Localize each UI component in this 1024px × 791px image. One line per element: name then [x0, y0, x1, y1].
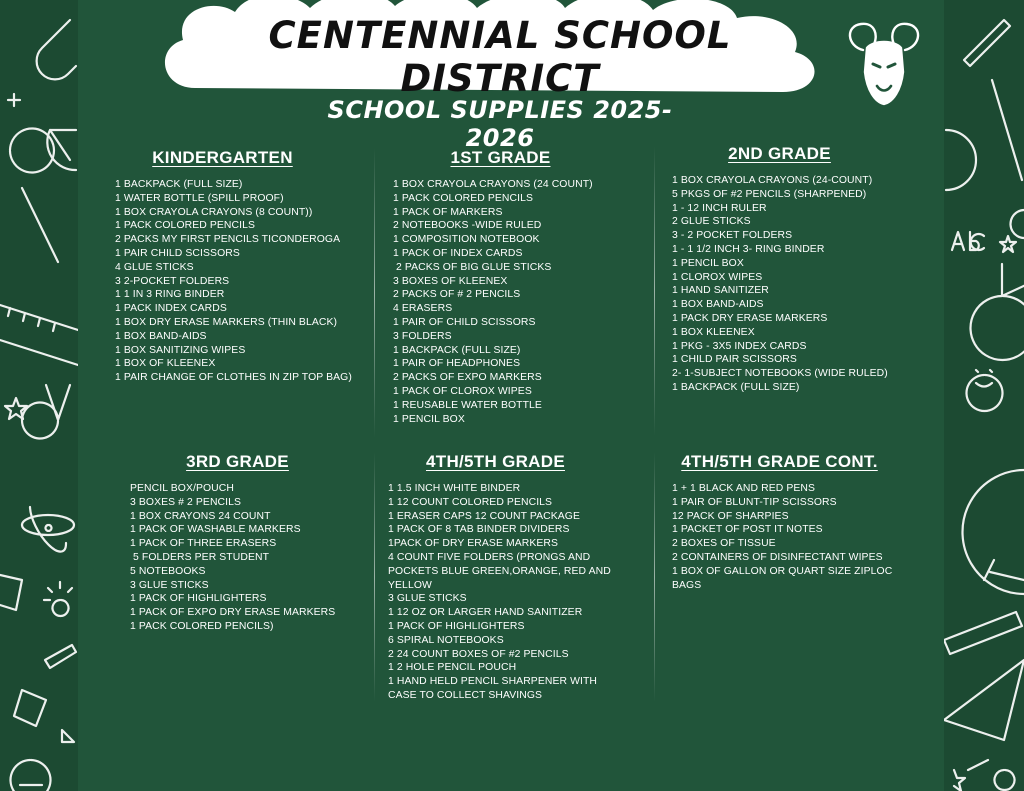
list-item: 1 BOX OF KLEENEX [115, 358, 216, 370]
pie-chart-icon [971, 264, 1024, 360]
list-item: 4 ERASERS [393, 303, 453, 315]
list-item: 1 BOX CRAYONS 24 COUNT [130, 510, 271, 522]
ram-mascot-logo [843, 20, 925, 108]
list-item: 1 2 HOLE PENCIL POUCH [388, 662, 517, 674]
fourth-fifth-grade-cont-list [672, 452, 902, 592]
list-item: 1 - 1 1/2 INCH 3- RING BINDER [672, 243, 825, 255]
list-item: 1 BOX CRAYOLA CRAYONS (8 COUNT)) [115, 206, 313, 218]
list-item: 1 BOX KLEENEX [672, 326, 755, 338]
list-item: 6 SPIRAL NOTEBOOKS [388, 634, 504, 646]
column-divider [654, 452, 655, 702]
first-grade-heading: 1ST GRADE [450, 148, 551, 167]
list-item: 2 PACKS OF # 2 PENCILS [393, 289, 521, 301]
plus-sign-icon [8, 94, 20, 106]
list-item: 3 BOXES OF KLEENEX [393, 275, 508, 287]
list-item: 1 PACK OF EXPO DRY ERASE MARKERS [130, 607, 336, 619]
list-item: 1 PACK OF 8 TAB BINDER DIVIDERS [388, 524, 570, 536]
list-item: 3 2-POCKET FOLDERS [115, 275, 230, 287]
list-item: 1 CLOROX WIPES [672, 271, 763, 283]
list-item: 1 HAND HELD PENCIL SHARPENER WITH CASE TO COLLECT SHAVINGS [388, 676, 601, 701]
magnet-icon [37, 20, 76, 79]
globe-icon [963, 470, 1024, 594]
star-icon [5, 398, 27, 419]
atom-icon [22, 507, 74, 552]
kindergarten-list [115, 148, 370, 385]
list-item: 1 12 OZ OR LARGER HAND SANITIZER [388, 607, 583, 619]
second-grade-list [672, 144, 932, 395]
list-item: 1 BOX OF GALLON OR QUART SIZE ZIPLOC BAGS [672, 565, 896, 591]
paper-plane-icon [944, 660, 1024, 740]
list-item: 1 BACKPACK (FULL SIZE) [115, 179, 243, 190]
list-item: 1 PACK DRY ERASE MARKERS [672, 312, 828, 324]
list-item: 1 1.5 INCH WHITE BINDER [388, 483, 521, 494]
list-item: 1 PAIR OF CHILD SCISSORS [393, 316, 536, 328]
kindergarten-heading: KINDERGARTEN [152, 148, 293, 167]
star-small-icon [954, 770, 965, 791]
second-grade-heading: 2ND GRADE [728, 144, 831, 163]
list-item: 1 BACKPACK (FULL SIZE) [672, 381, 800, 393]
small-triangle-icon [62, 730, 74, 742]
list-item: 1PACK OF DRY ERASE MARKERS [388, 538, 559, 550]
ruler-icon [0, 305, 78, 365]
list-item: 1 PACK OF MARKERS [393, 206, 503, 218]
list-item: 1 PACK COLORED PENCILS [393, 192, 534, 204]
list-item: 1 PACK OF CLOROX WIPES [393, 385, 532, 397]
column-divider [654, 146, 655, 436]
list-item: 1 ERASER CAPS 12 COUNT PACKAGE [388, 510, 581, 522]
protractor-icon [946, 130, 976, 190]
list-item: 2 PACKS MY FIRST PENCILS TICONDEROGA [115, 234, 341, 246]
fourth-fifth-grade-list [388, 452, 616, 703]
medal-icon [22, 385, 70, 439]
list-item: 1 PKG - 3X5 INDEX CARDS [672, 340, 807, 352]
list-item: 1 PACK OF THREE ERASERS [130, 538, 277, 550]
list-item: 1 PAIR CHILD SCISSORS [115, 247, 240, 259]
eraser-icon [14, 690, 46, 726]
list-item: 1 PAIR OF BLUNT-TIP SCISSORS [672, 496, 837, 508]
list-item: 12 PACK OF SHARPIES [672, 510, 789, 522]
list-item: 1 PACKET OF POST IT NOTES [672, 524, 823, 536]
first-grade-list [393, 148, 648, 426]
fourth-fifth-grade-heading: 4TH/5TH GRADE [426, 452, 565, 471]
list-item: 3 FOLDERS [393, 330, 452, 342]
list-item: 1 COMPOSITION NOTEBOOK [393, 234, 540, 246]
list-item: 2 GLUE STICKS [672, 216, 751, 228]
list-item: 1 PACK COLORED PENCILS [115, 220, 256, 232]
third-grade-list [130, 452, 370, 634]
list-item: 1 PACK OF WASHABLE MARKERS [130, 524, 301, 536]
list-item: 2 NOTEBOOKS -WIDE RULED [393, 220, 542, 232]
list-item: 2- 1-SUBJECT NOTEBOOKS (WIDE RULED) [672, 368, 888, 380]
list-item: 1 BACKPACK (FULL SIZE) [393, 344, 521, 356]
list-item: 2 24 COUNT BOXES OF #2 PENCILS [388, 648, 569, 660]
pie-chart-icon [47, 130, 76, 170]
list-item: 3 BOXES # 2 PENCILS [130, 496, 242, 508]
list-item: 1 1 IN 3 RING BINDER [115, 289, 225, 301]
list-item: 1 BOX CRAYOLA CRAYONS (24 COUNT) [393, 179, 593, 190]
list-item: 1 BOX SANITIZING WIPES [115, 344, 246, 356]
list-item: 2 PACKS OF EXPO MARKERS [393, 372, 542, 384]
third-grade-heading: 3RD GRADE [186, 452, 289, 471]
list-item: 1 PAIR OF HEADPHONES [393, 358, 521, 370]
list-item: 1 PAIR CHANGE OF CLOTHES IN ZIP TOP BAG) [115, 372, 352, 384]
right-doodle-border [944, 0, 1024, 791]
list-item: 2 BOXES OF TISSUE [672, 538, 776, 550]
district-title: CENTENNIAL SCHOOL DISTRICT [268, 14, 732, 100]
list-item: 1 HAND SANITIZER [672, 285, 769, 297]
list-item: 1 PENCIL BOX [393, 413, 465, 425]
list-item: 1 PACK INDEX CARDS [115, 303, 227, 315]
list-item: 2 CONTAINERS OF DISINFECTANT WIPES [672, 551, 883, 563]
list-item: 1 PACK OF INDEX CARDS [393, 247, 523, 259]
list-item: 4 GLUE STICKS [115, 261, 194, 273]
list-item: 5 FOLDERS PER STUDENT [130, 551, 270, 563]
list-item: 5 NOTEBOOKS [130, 565, 206, 577]
list-item: 1 WATER BOTTLE (SPILL PROOF) [115, 192, 284, 204]
list-item: 1 REUSABLE WATER BOTTLE [393, 399, 542, 411]
pencil-icon [45, 645, 76, 668]
list-item: 5 PKGS OF #2 PENCILS (SHARPENED) [672, 188, 867, 200]
scissors-icon [992, 80, 1024, 238]
pencil-icon [964, 20, 1010, 66]
list-item: 1 PACK OF HIGHLIGHTERS [388, 620, 525, 632]
column-divider [374, 148, 375, 438]
list-item: 1 - 12 INCH RULER [672, 202, 767, 214]
list-item: 1 CHILD PAIR SCISSORS [672, 354, 797, 366]
list-item: PENCIL BOX/POUCH [130, 483, 234, 494]
list-item: 1 12 COUNT COLORED PENCILS [388, 496, 553, 508]
smiley-icon [967, 370, 1003, 411]
star-icon [1000, 236, 1016, 252]
list-item: 4 COUNT FIVE FOLDERS (PRONGS AND POCKETS BLUE GREEN,ORANGE, RED AND YELLOW [388, 551, 614, 591]
list-item: 3 GLUE STICKS [130, 579, 209, 591]
cup-icon [0, 575, 22, 610]
fourth-fifth-grade-cont-heading: 4TH/5TH GRADE CONT. [681, 452, 878, 471]
compass-icon [968, 760, 1015, 790]
list-item: 2 PACKS OF BIG GLUE STICKS [393, 261, 552, 273]
list-item: 3 - 2 POCKET FOLDERS [672, 230, 793, 242]
lightbulb-icon [11, 760, 51, 791]
list-item: 1 BOX CRAYOLA CRAYONS (24-COUNT) [672, 175, 873, 186]
list-item: 1 BOX DRY ERASE MARKERS (THIN BLACK) [115, 316, 338, 328]
column-divider [374, 452, 375, 702]
abc-text-icon [952, 232, 984, 250]
list-item: 1 PACK COLORED PENCILS) [130, 620, 274, 632]
left-doodle-border [0, 0, 78, 791]
list-item: 1 PENCIL BOX [672, 257, 744, 269]
list-item: 1 + 1 BLACK AND RED PENS [672, 483, 816, 494]
list-item: 3 GLUE STICKS [388, 593, 467, 605]
ruler-icon [944, 612, 1022, 654]
magnifier-icon [10, 129, 58, 263]
supplies-year-title: SCHOOL SUPPLIES 2025-2026 [327, 96, 673, 152]
list-item: 1 BOX BAND-AIDS [115, 330, 207, 342]
list-item: 1 BOX BAND-AIDS [672, 299, 764, 311]
sun-icon [44, 582, 72, 616]
list-item: 1 PACK OF HIGHLIGHTERS [130, 593, 267, 605]
